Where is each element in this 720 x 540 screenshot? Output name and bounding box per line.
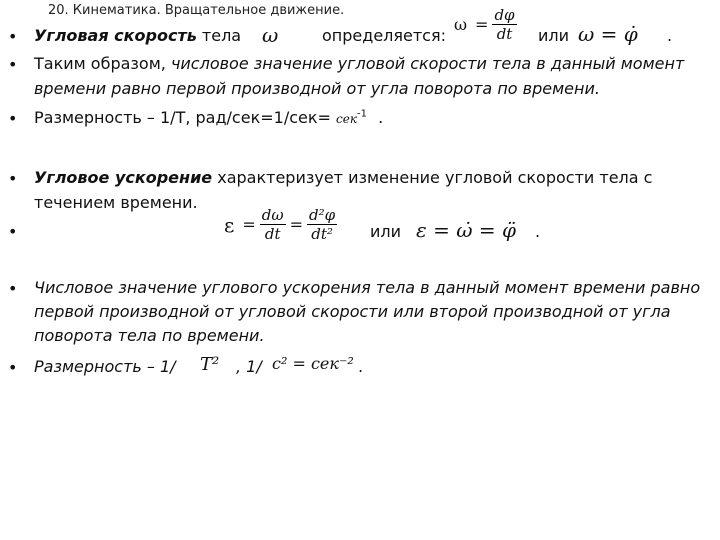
omega-symbol: ω: [262, 23, 279, 47]
bullet-3: •: [8, 109, 18, 128]
text-dot-1: .: [667, 26, 673, 45]
angular-velocity-line: [34, 26, 241, 45]
formula-omega-phidot: ω = φ̇: [578, 22, 638, 46]
text-numeric-accel-3: поворота тела по времени.: [34, 326, 265, 345]
text-over-time: течением времени.: [34, 193, 198, 212]
bullet-1: •: [8, 27, 18, 46]
text-dimension-2: Размерность – 1/: [34, 357, 176, 376]
text-numeric-accel-2: первой производной от угловой скорости или второй производной от угла: [34, 302, 671, 321]
formula-T2: T²: [200, 354, 220, 375]
text-dimension-1: Размерность – 1/Т, рад/сек=1/сек= сек$^{-1}$ .: [34, 108, 384, 127]
formula-epsilon-dots: ε = ω̇ = φ̈: [416, 218, 517, 242]
formula-omega-dphi-dt: ω = $\frac{d\varphi}{dt}$: [454, 6, 515, 43]
text-time-equals: времени равно первой производной от угла поворота по времени.: [34, 79, 600, 98]
bullet-6: •: [8, 279, 18, 298]
text-or-1: или: [538, 26, 570, 45]
text-dot-3: .: [358, 357, 364, 376]
text-dot-2: .: [535, 222, 541, 241]
text-comma: , 1/: [236, 357, 262, 376]
slide-header: 20. Кинематика. Вращательное движение.: [48, 3, 345, 18]
bullet-4: •: [8, 169, 18, 188]
bullet-7: •: [8, 358, 18, 377]
text-body: тела: [196, 26, 242, 45]
bullet-5: •: [8, 222, 18, 241]
bullet-2: •: [8, 55, 18, 74]
text-numeric-accel-1: Числовое значение углового ускорения тела в данный момент времени равно: [34, 278, 701, 297]
term-angular-acceleration: Угловое ускорение: [34, 168, 213, 187]
term-angular-velocity: Угловая скорость: [34, 26, 197, 45]
text-or-2: или: [370, 222, 402, 241]
formula-epsilon-derivatives: ε = $\frac{d\omega}{dt}$ = $\frac{\text{d²φ}}{\text{dt²}}$: [224, 206, 336, 243]
angular-acceleration-line: Угловое ускорение характеризует изменение угловой скорости тела с: [34, 168, 653, 187]
formula-c2-sec: c² = сек⁻²: [272, 354, 354, 373]
text-thus: Таким образом, числовое значение угловой скорости тела в данный момент: [34, 54, 685, 73]
text-determined: определяется:: [322, 26, 446, 45]
